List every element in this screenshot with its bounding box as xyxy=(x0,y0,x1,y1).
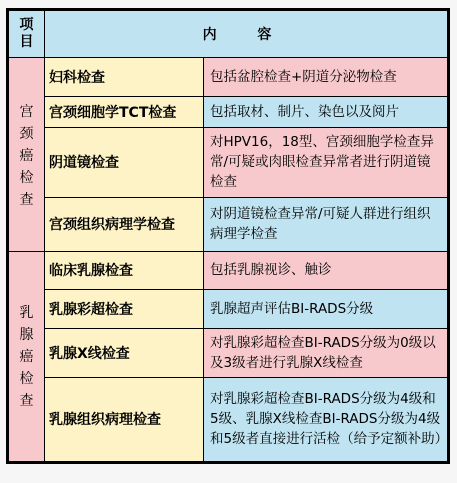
row-desc: 对乳腺彩超检查BI-RADS分级为0级以及3级者进行乳腺X线检查 xyxy=(204,329,448,378)
row-name: 阴道镜检查 xyxy=(45,127,204,197)
screening-table xyxy=(6,8,450,464)
row-desc: 对HPV16，18型、宫颈细胞学检查异常/可疑或肉眼检查异常者进行阴道镜检查 xyxy=(204,127,448,197)
row-name: 临床乳腺检查 xyxy=(45,251,204,290)
row-name: 宫颈组织病理学检查 xyxy=(45,197,204,251)
category-breast xyxy=(9,251,45,461)
row-desc: 包括盆腔检查+阴道分泌物检查 xyxy=(204,58,448,97)
row-name: 乳腺彩超检查 xyxy=(45,290,204,329)
header-item-cell xyxy=(9,11,45,58)
header-content-label: 内 容 xyxy=(202,27,290,44)
row-name: 宫颈细胞学TCT检查 xyxy=(45,97,204,127)
row-name: 乳腺组织病理检查 xyxy=(45,377,204,461)
header-item-label: 项目 xyxy=(19,17,34,51)
row-desc: 包括乳腺视诊、触诊 xyxy=(204,251,448,290)
row-name: 乳腺X线检查 xyxy=(45,329,204,378)
category-cervical-label: 宫颈癌检查 xyxy=(19,103,34,208)
row-name: 妇科检查 xyxy=(45,58,204,97)
row-desc: 对乳腺彩超检查BI-RADS分级为4级和5级、乳腺X线检查BI-RADS分级为4级和5级者直接进行活检（给予定额补助） xyxy=(204,377,448,461)
header-content-cell xyxy=(45,11,448,58)
row-desc: 乳腺超声评估BI-RADS分级 xyxy=(204,290,448,329)
category-breast-label: 乳腺癌检查 xyxy=(19,304,34,409)
category-cervical xyxy=(9,58,45,251)
row-desc: 包括取材、制片、染色以及阅片 xyxy=(204,97,448,127)
row-desc: 对阴道镜检查异常/可疑人群进行组织病理学检查 xyxy=(204,197,448,251)
